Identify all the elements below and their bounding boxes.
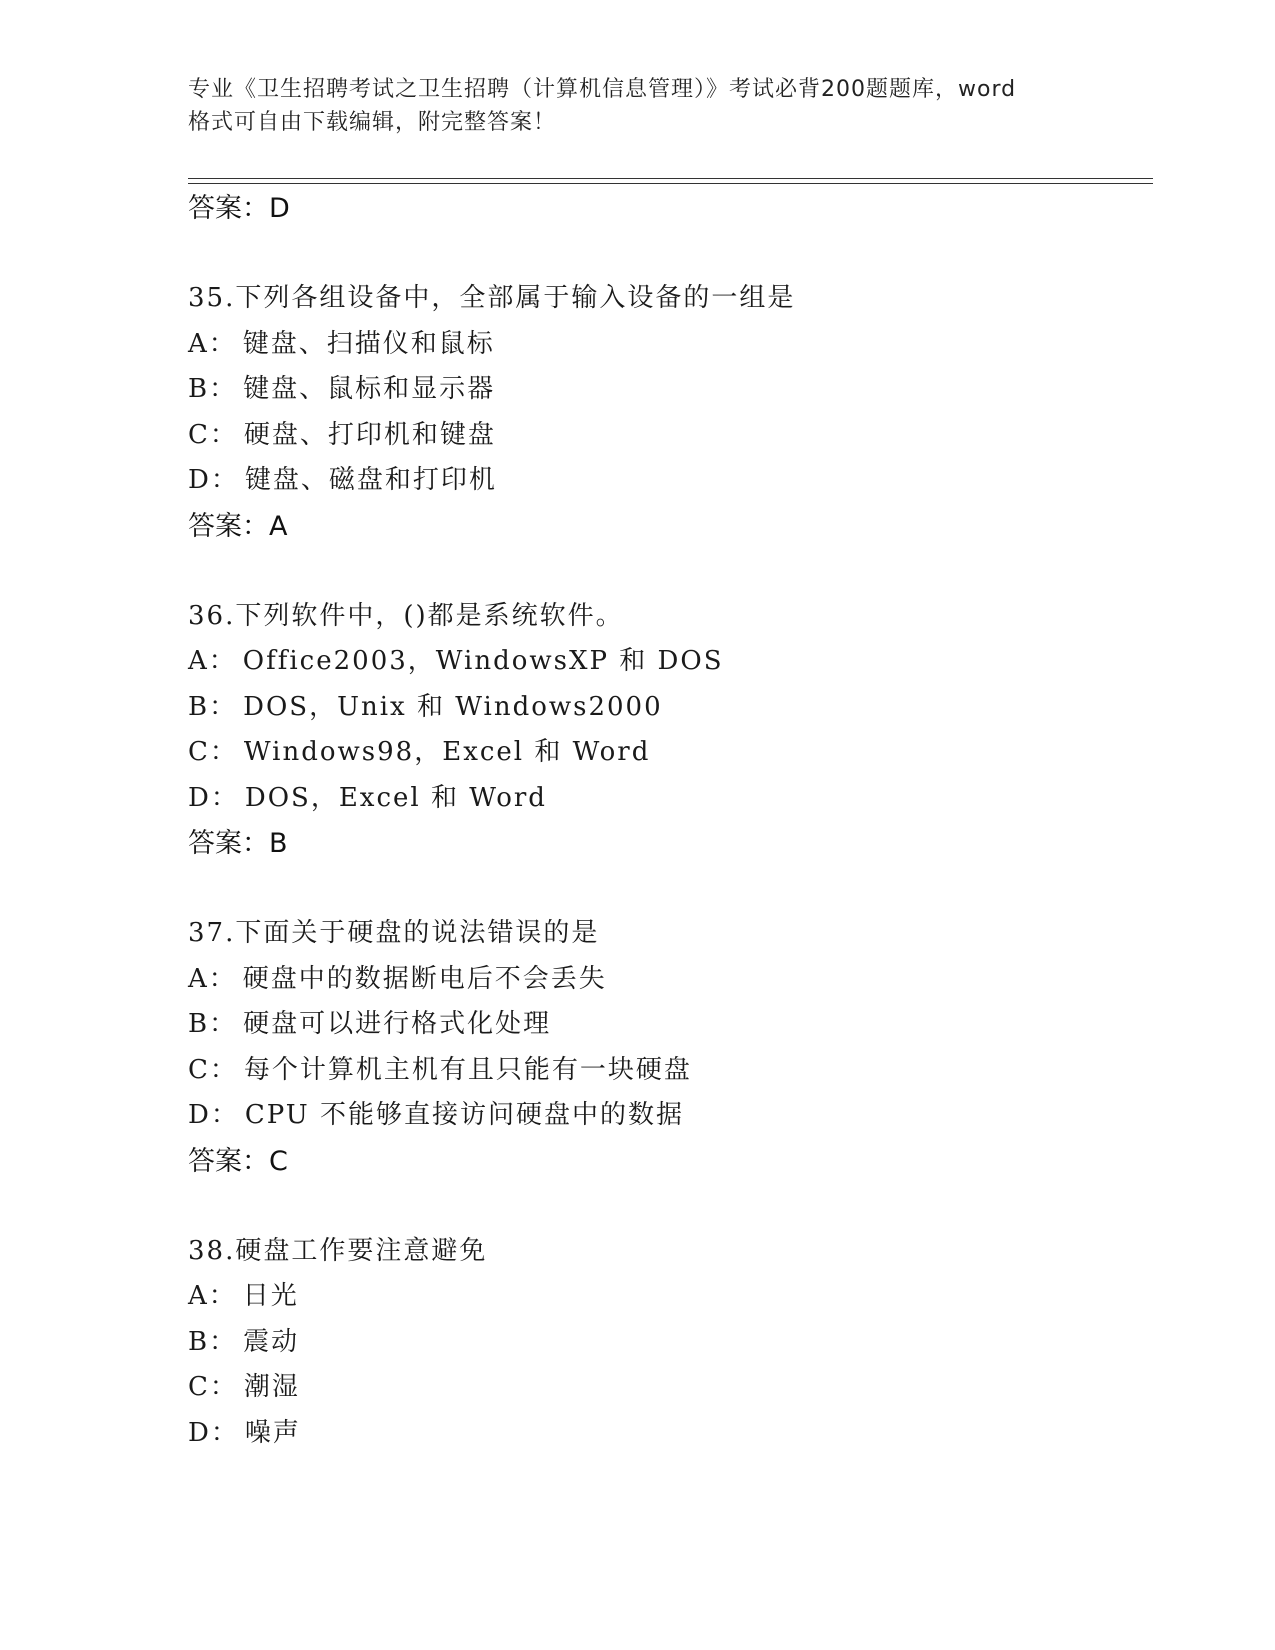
option-text: 硬盘可以进行格式化处理 xyxy=(243,1009,552,1039)
question-37 xyxy=(188,911,1148,1184)
answer-line: 答案：D xyxy=(188,193,290,224)
option-letter: C： xyxy=(188,1054,238,1085)
option-text: 键盘、扫描仪和鼠标 xyxy=(242,328,495,359)
option-text: 潮湿 xyxy=(243,1372,300,1402)
option-b xyxy=(188,685,1148,731)
option-letter: D： xyxy=(188,465,239,495)
question-38 xyxy=(188,1229,1148,1457)
question-stem: 37.下面关于硬盘的说法错误的是 xyxy=(188,918,600,948)
option-text: 震动 xyxy=(243,1326,300,1357)
option-b xyxy=(188,367,1148,413)
option-letter: A： xyxy=(188,1281,237,1311)
option-a xyxy=(188,1274,1148,1320)
question-36 xyxy=(188,594,1148,867)
question-stem: 38.硬盘工作要注意避免 xyxy=(188,1235,488,1266)
option-letter: A： xyxy=(188,328,237,359)
option-letter: B： xyxy=(188,1326,238,1357)
option-text: DOS，Unix 和 Windows2000 xyxy=(243,691,663,722)
option-letter: A： xyxy=(188,646,237,676)
question-stem: 36.下列软件中，()都是系统软件。 xyxy=(188,600,624,631)
option-b xyxy=(188,1320,1148,1366)
question-35 xyxy=(188,276,1148,549)
option-text: Windows98，Excel 和 Word xyxy=(243,737,651,767)
answer-line: 答案：B xyxy=(188,828,288,859)
option-c xyxy=(188,730,1148,776)
option-text: Office2003，WindowsXP 和 DOS xyxy=(242,646,724,676)
option-letter: D： xyxy=(188,782,239,813)
answer-line: 答案：C xyxy=(188,1145,288,1177)
header-line-1: 专业《卫生招聘考试之卫生招聘（计算机信息管理）》考试必背200题题库，word xyxy=(188,77,1017,102)
option-a xyxy=(188,639,1148,685)
option-letter: C： xyxy=(188,419,238,450)
option-b xyxy=(188,1002,1148,1048)
option-text: 键盘、磁盘和打印机 xyxy=(244,465,497,495)
option-letter: A： xyxy=(188,963,237,994)
option-letter: B： xyxy=(188,374,238,404)
option-text: 硬盘、打印机和键盘 xyxy=(243,419,496,450)
option-text: 日光 xyxy=(242,1281,299,1311)
option-text: 每个计算机主机有且只能有一块硬盘 xyxy=(243,1054,692,1085)
document-header xyxy=(188,73,1088,139)
option-text: 键盘、鼠标和显示器 xyxy=(243,374,496,404)
question-list xyxy=(188,186,1148,1456)
option-d xyxy=(188,776,1148,822)
option-c xyxy=(188,1365,1148,1411)
option-c xyxy=(188,1048,1148,1094)
answer-line: 答案：A xyxy=(188,510,288,542)
option-a xyxy=(188,957,1148,1003)
option-letter: D： xyxy=(188,1417,239,1448)
option-letter: C： xyxy=(188,737,238,767)
option-letter: C： xyxy=(188,1372,238,1402)
option-text: 硬盘中的数据断电后不会丢失 xyxy=(242,963,607,994)
header-divider-top xyxy=(188,178,1153,179)
option-letter: B： xyxy=(188,691,238,722)
option-text: CPU 不能够直接访问硬盘中的数据 xyxy=(244,1100,684,1130)
option-text: DOS，Excel 和 Word xyxy=(244,782,547,813)
option-letter: B： xyxy=(188,1009,238,1039)
option-d xyxy=(188,458,1148,504)
option-text: 噪声 xyxy=(244,1417,301,1448)
header-divider-bottom xyxy=(188,183,1153,184)
option-c xyxy=(188,413,1148,459)
question-stem: 35.下列各组设备中，全部属于输入设备的一组是 xyxy=(188,283,796,313)
option-letter: D： xyxy=(188,1100,239,1130)
option-d xyxy=(188,1411,1148,1457)
option-d xyxy=(188,1093,1148,1139)
option-a xyxy=(188,322,1148,368)
header-line-2: 格式可自由下载编辑，附完整答案！ xyxy=(188,110,557,135)
